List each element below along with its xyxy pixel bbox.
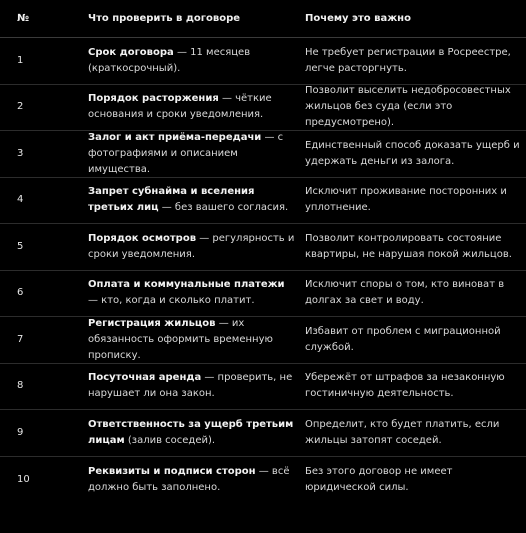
row-why: Убережёт от штрафов за незаконную гостиничную деятельность.	[305, 372, 505, 400]
table-row	[0, 271, 526, 318]
table-row	[0, 131, 526, 178]
row-what-rest: — без вашего согласия.	[158, 202, 289, 214]
row-what-bold: Запрет субнайма и вселения третьих лиц	[88, 186, 255, 214]
row-what-rest: — проверить, не нарушает ли она закон.	[88, 372, 293, 400]
row-why: Исключит споры о том, кто виноват в долгах за свет и воду.	[305, 279, 505, 307]
row-why: Единственный способ доказать ущерб и удержать деньги из залога.	[305, 139, 520, 167]
table-row	[0, 178, 526, 225]
row-what-bold: Реквизиты и подписи сторон	[88, 465, 256, 477]
row-why: Не требует регистрации в Росреестре, легче расторгнуть.	[305, 46, 511, 74]
row-num: 4	[17, 194, 24, 206]
row-num: 7	[17, 333, 24, 345]
row-num: 9	[17, 426, 24, 438]
row-what-rest: — всё должно быть заполнено.	[88, 465, 290, 493]
row-what-rest: — кто, когда и сколько платит.	[88, 295, 255, 307]
row-what	[88, 464, 305, 496]
row-what	[88, 91, 305, 123]
row-what-rest: (залив соседей).	[124, 434, 216, 446]
row-what-bold: Посуточная аренда	[88, 372, 202, 384]
row-num: 10	[17, 473, 30, 485]
table-row	[0, 364, 526, 411]
table-row	[0, 85, 526, 132]
row-what-bold: Ответственность за ущерб третьим лицам	[88, 418, 294, 446]
row-what-bold: Срок договора	[88, 46, 174, 58]
row-what-bold: Порядок расторжения	[88, 93, 219, 105]
row-what	[88, 316, 305, 364]
row-num: 3	[17, 147, 24, 159]
header-num: №	[17, 12, 30, 24]
row-what-rest: — чёткие основания и сроки уведомления.	[88, 93, 272, 121]
table-row	[0, 410, 526, 457]
header-what: Что проверить в договоре	[88, 12, 241, 24]
row-what	[88, 417, 305, 449]
table-header-row	[0, 0, 526, 38]
row-what-bold: Залог и акт приёма-передачи	[88, 131, 262, 143]
row-why: Избавит от проблем с миграционной службой.	[305, 325, 501, 353]
row-num: 2	[17, 101, 24, 113]
row-why: Позволит выселить недобросовестных жильцов без суда (если это предусмотрено).	[305, 85, 511, 129]
row-why: Определит, кто будет платить, если жильцы затопят соседей.	[305, 418, 500, 446]
row-why: Без этого договор не имеет юридической силы.	[305, 465, 453, 493]
row-what-rest: — с фотографиями и описанием имущества.	[88, 131, 284, 175]
table-row	[0, 457, 526, 504]
table-row	[0, 317, 526, 364]
row-num: 6	[17, 287, 24, 299]
row-what	[88, 370, 305, 402]
row-what-bold: Оплата и коммунальные платежи	[88, 279, 285, 291]
row-what-bold: Регистрация жильцов	[88, 317, 216, 329]
row-why: Позволит контролировать состояние квартиры, не нарушая покой жильцов.	[305, 232, 512, 260]
row-what	[88, 277, 305, 309]
row-what-rest: — их обязанность оформить временную прописку.	[88, 317, 273, 361]
row-what	[88, 184, 305, 216]
row-num: 1	[17, 54, 24, 66]
row-why: Исключит проживание посторонних и уплотнение.	[305, 186, 507, 214]
row-what	[88, 130, 305, 178]
row-what	[88, 231, 305, 263]
header-why: Почему это важно	[305, 12, 411, 24]
table-row	[0, 224, 526, 271]
row-what-rest: — 11 месяцев (краткосрочный).	[88, 46, 251, 74]
row-what-rest: — регулярность и сроки уведомления.	[88, 232, 295, 260]
table-row	[0, 38, 526, 85]
row-num: 8	[17, 380, 24, 392]
row-what	[88, 45, 305, 77]
row-num: 5	[17, 240, 24, 252]
row-what-bold: Порядок осмотров	[88, 232, 197, 244]
